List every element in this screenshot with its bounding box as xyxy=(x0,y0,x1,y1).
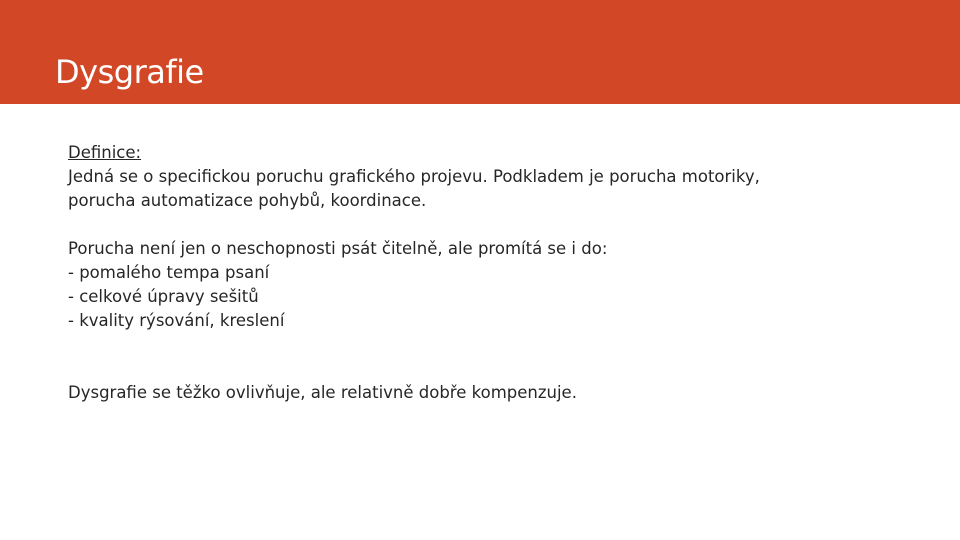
definition-text-line-2: porucha automatizace pohybů, koordinace. xyxy=(68,191,427,210)
list-item: - pomalého tempa psaní xyxy=(68,263,270,282)
definition-text-line-1: Jedná se o specifickou poruchu grafického projevu. Podkladem je porucha motoriky, xyxy=(68,167,760,186)
title-band xyxy=(0,0,960,104)
list-item: - celkové úpravy sešitů xyxy=(68,287,259,306)
impact-intro: Porucha není jen o neschopnosti psát čitelně, ale promítá se i do: xyxy=(68,239,608,258)
spacer xyxy=(68,213,908,237)
impact-list xyxy=(68,261,908,333)
list-item: - kvality rýsování, kreslení xyxy=(68,311,285,330)
conclusion-text: Dysgrafie se těžko ovlivňuje, ale relativně dobře kompenzuje. xyxy=(68,383,577,402)
slide-title: Dysgrafie xyxy=(55,53,204,91)
slide-content xyxy=(68,141,908,405)
spacer xyxy=(68,333,908,381)
definition-label: Definice: xyxy=(68,143,142,162)
